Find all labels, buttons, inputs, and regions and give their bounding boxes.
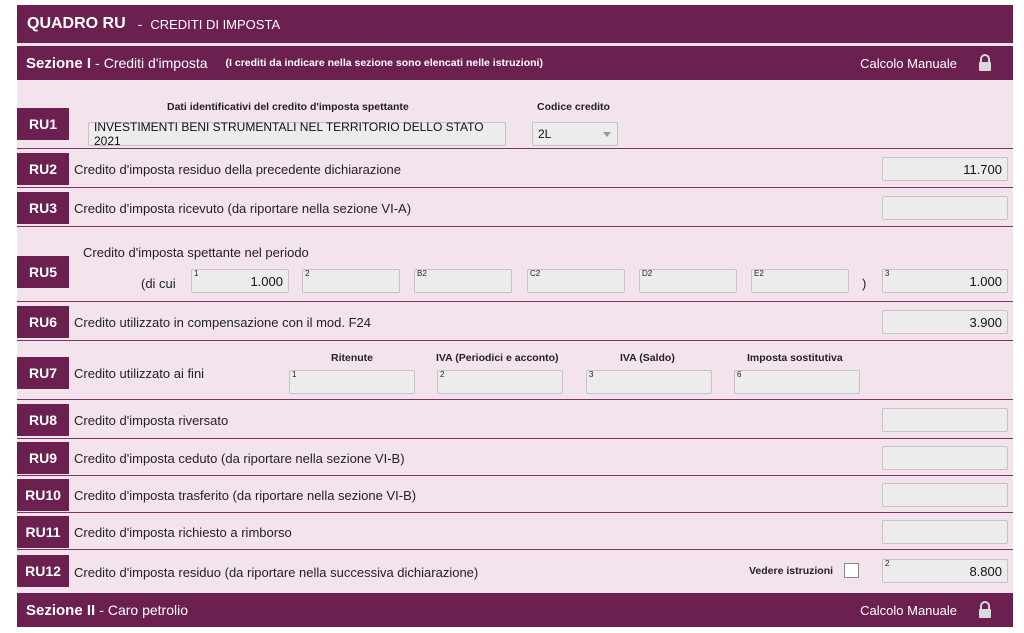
ru5-close-paren: ) [862, 276, 867, 291]
ru7-field-iva-periodici[interactable] [437, 370, 563, 394]
ru1-header-dati: Dati identificativi del credito d'imposta spettante [167, 101, 409, 113]
code-ru6: RU6 [17, 306, 69, 338]
ru8-field[interactable] [882, 408, 1008, 432]
section-2-title: Sezione II [26, 601, 96, 619]
code-ru11: RU11 [17, 516, 69, 548]
row-ru3 [17, 189, 1013, 227]
row-ru6 [17, 303, 1013, 341]
section-1-header[interactable] [17, 46, 1013, 80]
ru7-field-iva-saldo[interactable] [586, 370, 712, 394]
code-ru3: RU3 [17, 192, 69, 224]
quadro-title: QUADRO RU [27, 15, 126, 32]
code-ru8: RU8 [17, 404, 69, 436]
chevron-down-icon [603, 132, 611, 137]
lock-icon[interactable] [977, 54, 993, 72]
section-1-calc-mode[interactable]: Calcolo Manuale [860, 55, 957, 71]
ru5-tag-b2: B2 [417, 269, 427, 278]
ru1-dati-value: INVESTIMENTI BENI STRUMENTALI NEL TERRITORIO DELLO STATO 2021 [94, 120, 484, 148]
section-2-header[interactable] [17, 593, 1013, 627]
ru7-tag-6: 6 [737, 370, 742, 379]
row-ru7 [17, 342, 1013, 400]
ru11-label: Credito d'imposta richiesto a rimborso [74, 525, 292, 540]
ru12-label: Credito d'imposta residuo (da riportare nella successiva dichiarazione) [74, 565, 479, 580]
ru5-tag-c2: C2 [530, 269, 541, 278]
ru5-tag-1: 1 [194, 269, 199, 278]
code-ru1: RU1 [17, 108, 69, 140]
ru7-header-iva-saldo: IVA (Saldo) [620, 352, 675, 364]
row-ru12 [17, 551, 1013, 591]
ru5-field-1[interactable] [191, 269, 289, 293]
code-ru7: RU7 [17, 357, 69, 389]
ru2-label: Credito d'imposta residuo della precedente dichiarazione [74, 162, 401, 177]
section-1-title: Sezione I [26, 54, 92, 72]
row-ru9 [17, 440, 1013, 476]
ru5-value-1: 1.000 [250, 273, 283, 289]
row-ru2 [17, 150, 1013, 188]
ru7-tag-1: 1 [292, 370, 297, 379]
ru10-label: Credito d'imposta trasferito (da riportare nella sezione VI-B) [74, 488, 417, 503]
ru11-field[interactable] [882, 520, 1008, 544]
ru5-tag-e2: E2 [754, 269, 764, 278]
ru7-field-ritenute[interactable] [289, 370, 415, 394]
ru5-field-e2[interactable] [751, 269, 849, 293]
ru7-label: Credito utilizzato ai fini [74, 366, 205, 381]
section-2-dash: - [99, 602, 104, 618]
section-2-calc-mode[interactable]: Calcolo Manuale [860, 602, 957, 618]
ru5-tag-3: 3 [885, 269, 890, 278]
row-ru10 [17, 477, 1013, 513]
ru1-codice-select[interactable] [532, 122, 618, 146]
ru7-header-ritenute: Ritenute [331, 352, 373, 364]
ru12-vedere-checkbox[interactable] [844, 563, 859, 578]
ru12-vedere-istruzioni: Vedere istruzioni [749, 565, 834, 577]
ru1-dati-field[interactable] [88, 122, 506, 146]
section-1-dash: - [95, 55, 100, 71]
title-separator: - [137, 16, 143, 32]
ru5-field-3[interactable] [882, 269, 1008, 293]
code-ru5: RU5 [17, 256, 69, 288]
ru3-field[interactable] [882, 196, 1008, 220]
title-bar [17, 5, 1013, 43]
code-ru10: RU10 [17, 479, 69, 511]
section-2-subtitle: Caro petrolio [107, 602, 189, 618]
ru5-label: Credito d'imposta spettante nel periodo [83, 245, 309, 260]
ru5-field-c2[interactable] [527, 269, 625, 293]
ru7-tag-2: 2 [440, 370, 445, 379]
ru7-header-iva-periodici: IVA (Periodici e acconto) [436, 352, 559, 364]
ru5-value-3: 1.000 [969, 273, 1002, 289]
row-ru1 [17, 85, 1013, 149]
ru9-label: Credito d'imposta ceduto (da riportare nella sezione VI-B) [74, 451, 405, 466]
ru2-value: 11.700 [963, 161, 1002, 177]
ru7-header-imposta-sost: Imposta sostitutiva [747, 352, 843, 364]
section-1-subtitle: Crediti d'imposta [103, 55, 208, 71]
ru6-field[interactable] [882, 310, 1008, 334]
code-ru9: RU9 [17, 442, 69, 474]
ru5-field-2[interactable] [302, 269, 400, 293]
ru10-field[interactable] [882, 483, 1008, 507]
ru12-value: 8.800 [969, 563, 1002, 579]
ru7-field-imposta-sost[interactable] [734, 370, 860, 394]
ru1-codice-value: 2L [538, 127, 552, 141]
ru5-tag-2: 2 [305, 269, 310, 278]
ru1-header-codice: Codice credito [537, 101, 610, 113]
ru3-label: Credito d'imposta ricevuto (da riportare nella sezione VI-A) [74, 201, 412, 216]
ru5-dicui: (di cui [141, 276, 176, 291]
ru5-tag-d2: D2 [642, 269, 653, 278]
ru6-value: 3.900 [969, 314, 1002, 330]
code-ru2: RU2 [17, 153, 69, 185]
ru2-field[interactable] [882, 157, 1008, 181]
ru12-field[interactable] [882, 559, 1008, 583]
ru5-field-d2[interactable] [639, 269, 737, 293]
row-ru11 [17, 514, 1013, 550]
ru7-tag-3: 3 [589, 370, 594, 379]
code-ru12: RU12 [17, 555, 69, 587]
ru12-tag-2: 2 [885, 559, 890, 568]
lock-icon[interactable] [977, 601, 993, 619]
quadro-subtitle: CREDITI DI IMPOSTA [150, 16, 281, 32]
ru9-field[interactable] [882, 446, 1008, 470]
row-ru8 [17, 401, 1013, 439]
ru8-label: Credito d'imposta riversato [74, 413, 229, 428]
row-ru5 [17, 228, 1013, 302]
section-1-note: (I crediti da indicare nella sezione sono elencati nelle istruzioni) [225, 57, 543, 69]
quadro-ru-panel [17, 5, 1013, 627]
ru5-field-b2[interactable] [414, 269, 512, 293]
ru6-label: Credito utilizzato in compensazione con il mod. F24 [74, 315, 371, 330]
